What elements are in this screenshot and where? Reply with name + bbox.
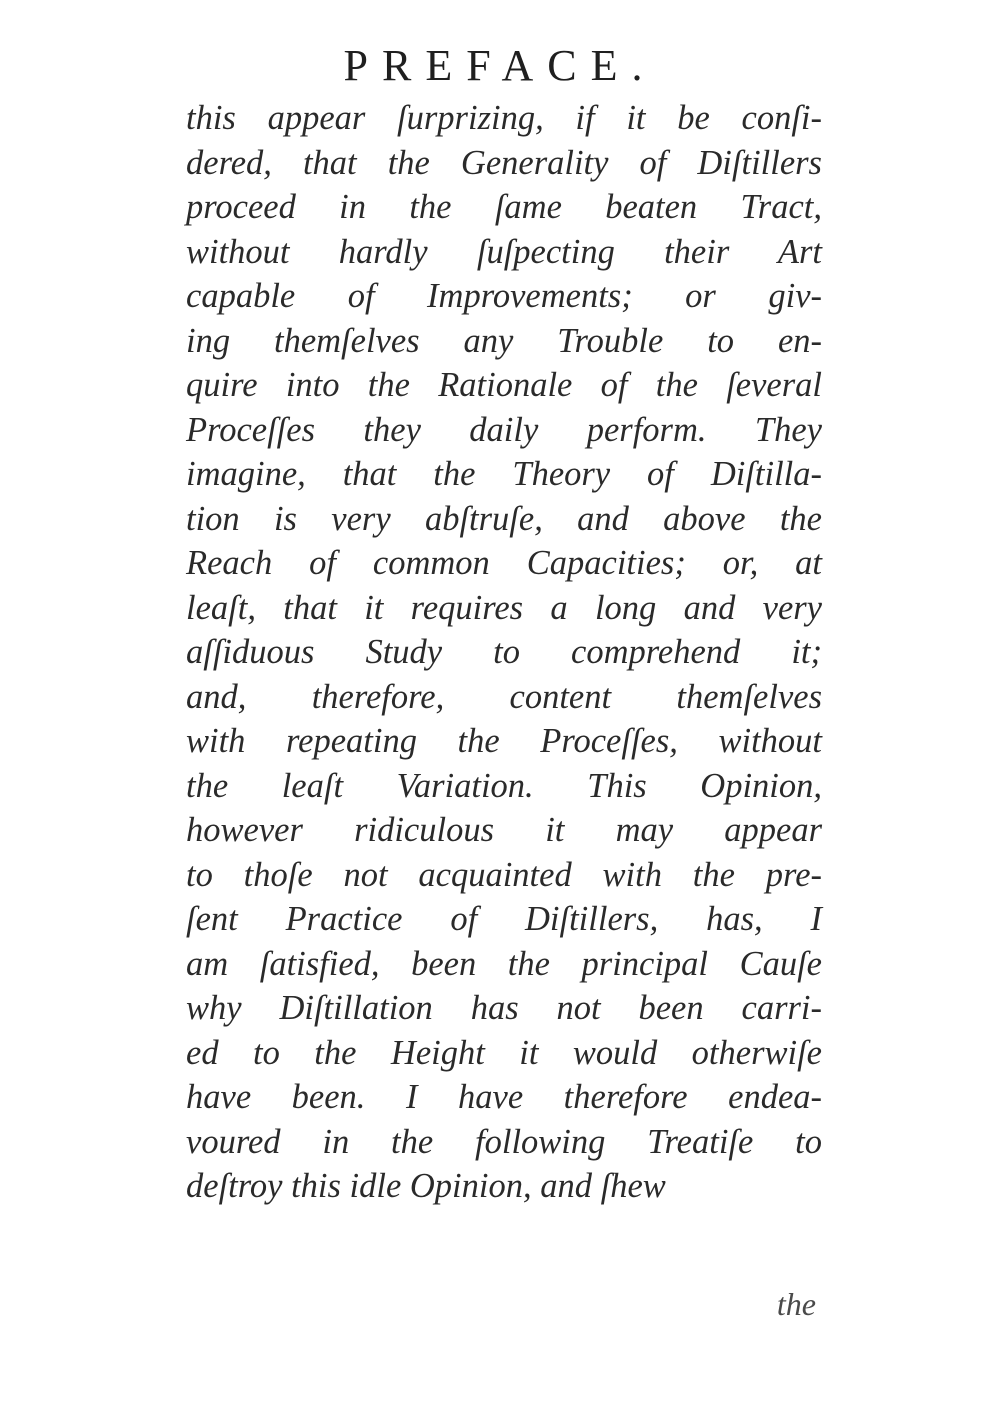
text-line: dered, that the Generality of Diſtillers bbox=[186, 143, 822, 182]
catchword: the bbox=[776, 1286, 816, 1322]
text-line: proceed in the ſame beaten Tract, bbox=[186, 188, 822, 226]
text-line: why Diſtillation has not been carri- bbox=[186, 989, 822, 1027]
text-line: without hardly ſuſpecting their Art bbox=[186, 232, 822, 271]
preface-body bbox=[186, 96, 822, 1209]
page-header: PREFACE. bbox=[343, 41, 657, 90]
text-line: tion is very abſtruſe, and above the bbox=[186, 499, 822, 538]
text-line: leaſt, that it requires a long and very bbox=[186, 588, 822, 627]
text-line: the leaſt Variation. This Opinion, bbox=[186, 766, 822, 805]
text-line: and, therefore, content themſelves bbox=[186, 677, 822, 716]
text-line: ſent Practice of Diſtillers, has, I bbox=[186, 900, 822, 938]
text-line: however ridiculous it may appear bbox=[186, 811, 822, 849]
text-line: ed to the Height it would otherwiſe bbox=[186, 1033, 822, 1072]
text-line: deſtroy this idle Opinion, and ſhew bbox=[186, 1167, 666, 1205]
text-line: capable of Improvements; or giv- bbox=[186, 277, 822, 315]
text-line: aſſiduous Study to comprehend it; bbox=[186, 633, 822, 671]
text-line: am ſatisfied, been the principal Cauſe bbox=[186, 944, 822, 983]
text-line: Proceſſes they daily perform. They bbox=[186, 410, 822, 449]
text-line: voured in the following Treatiſe to bbox=[186, 1122, 822, 1161]
text-line: with repeating the Proceſſes, without bbox=[186, 722, 822, 760]
text-line: imagine, that the Theory of Diſtilla- bbox=[186, 455, 822, 493]
text-line: this appear ſurprizing, if it be conſi- bbox=[186, 99, 822, 137]
text-line: have been. I have therefore endea- bbox=[186, 1078, 822, 1116]
text-line: to thoſe not acquainted with the pre- bbox=[186, 855, 822, 894]
text-line: Reach of common Capacities; or, at bbox=[186, 544, 822, 582]
text-line: ing themſelves any Trouble to en- bbox=[186, 321, 822, 360]
text-line: quire into the Rationale of the ſeveral bbox=[186, 366, 822, 404]
